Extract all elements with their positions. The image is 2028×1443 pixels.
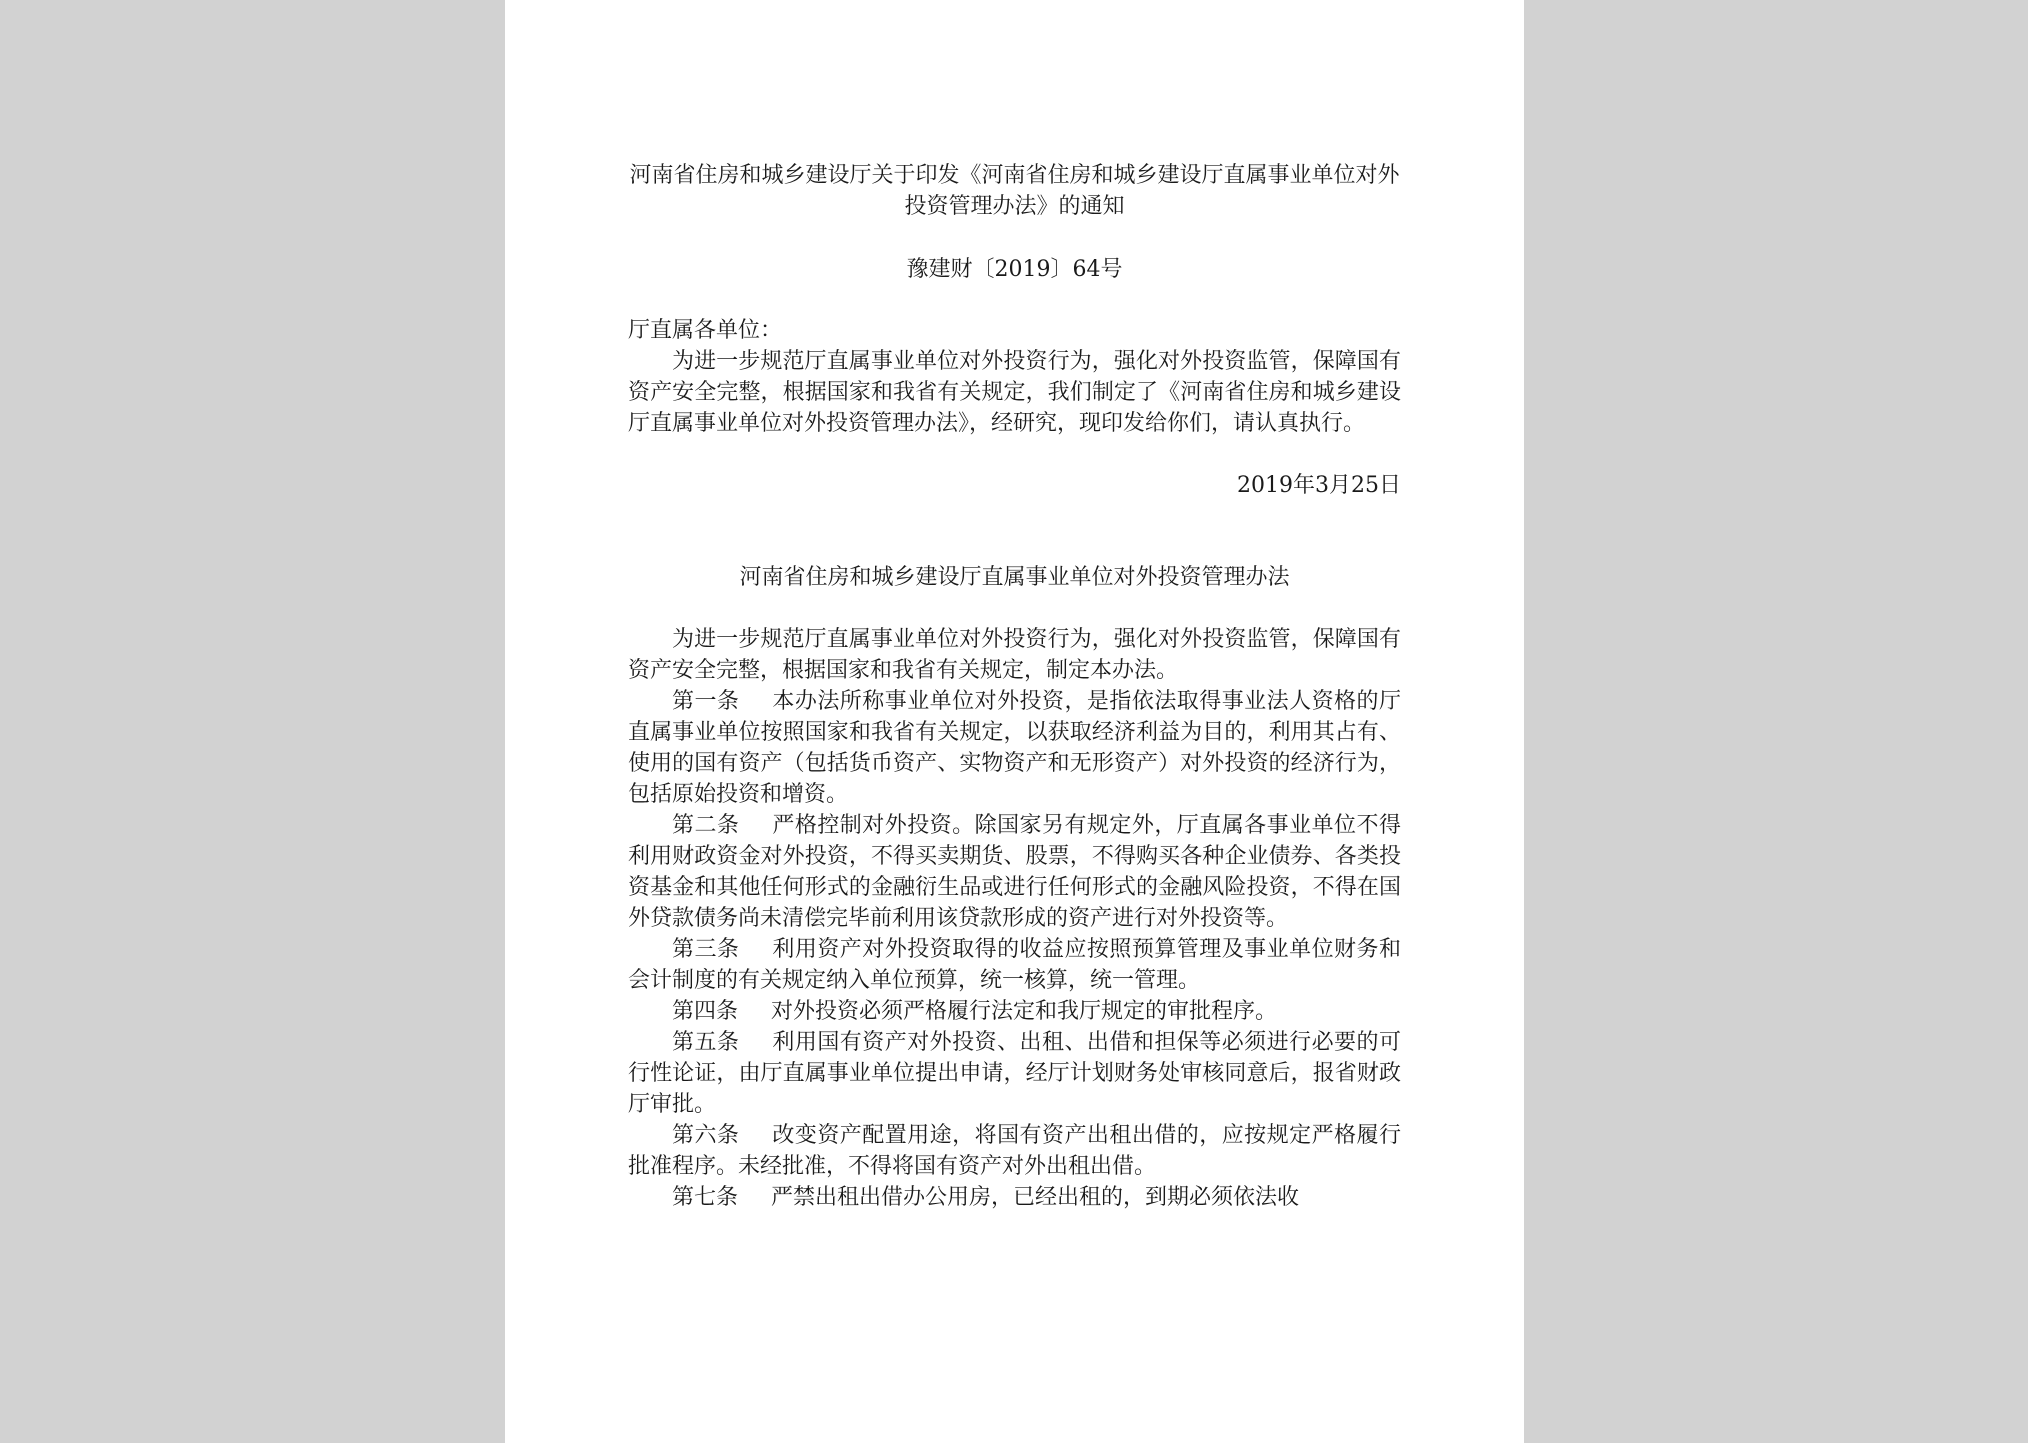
article-number: 第三条 [672,937,740,962]
article-text: 对外投资必须严格履行法定和我厅规定的审批程序。 [771,999,1278,1024]
notice-body: 为进一步规范厅直属事业单位对外投资行为，强化对外投资监管，保障国有资产安全完整，根据国家和我省有关规定，我们制定了《河南省住房和城乡建设厅直属事业单位对外投资管理办法》，经研究，现印发给你们，请认真执行。 [628,349,1401,436]
article-text: 严格控制对外投资。除国家另有规定外，厅直属各事业单位不得利用财政资金对外投资，不得买卖期货、股票，不得购买各种企业债券、各类投资基金和其他任何形式的金融衍生品或进行任何形式的金融风险投资，不得在国外贷款债务尚未清偿完毕前利用该贷款形成的资产进行对外投资等。 [628,813,1401,931]
article-number: 第五条 [672,1030,740,1055]
article-4 [628,996,1401,1027]
article-number: 第七条 [672,1185,739,1210]
article-2 [628,810,1401,934]
salutation: 厅直属各单位： [628,318,783,343]
article-7 [628,1182,1401,1213]
article-number: 第二条 [672,813,740,838]
issue-date: 2019年3月25日 [1237,473,1401,498]
article-number: 第六条 [672,1123,740,1148]
notice-title: 河南省住房和城乡建设厅关于印发《河南省住房和城乡建设厅直属事业单位对外投资管理办法》的通知 [629,163,1400,219]
article-text: 严禁出租出借办公用房，已经出租的，到期必须依法收 [771,1185,1300,1210]
article-3 [628,934,1401,996]
document-number: 豫建财〔2019〕64号 [906,257,1123,282]
document-content [628,160,1401,1213]
article-text: 本办法所称事业单位对外投资，是指依法取得事业法人资格的厅直属事业单位按照国家和我省有关规定，以获取经济利益为目的，利用其占有、使用的国有资产（包括货币资产、实物资产和无形资产）对外投资的经济行为，包括原始投资和增资。 [628,689,1401,807]
article-text: 利用国有资产对外投资、出租、出借和担保等必须进行必要的可行性论证，由厅直属事业单位提出申请，经厅计划财务处审核同意后，报省财政厅审批。 [628,1030,1401,1117]
article-number: 第一条 [672,689,740,714]
article-6 [628,1120,1401,1182]
article-5 [628,1027,1401,1120]
measures-preamble: 为进一步规范厅直属事业单位对外投资行为，强化对外投资监管，保障国有资产安全完整，根据国家和我省有关规定，制定本办法。 [628,627,1401,683]
article-text: 改变资产配置用途，将国有资产出租出借的，应按规定严格履行批准程序。未经批准，不得将国有资产对外出租出借。 [628,1123,1401,1179]
article-1 [628,686,1401,810]
article-number: 第四条 [672,999,739,1024]
measures-title: 河南省住房和城乡建设厅直属事业单位对外投资管理办法 [739,565,1290,590]
document-page [505,0,1524,1443]
article-text: 利用资产对外投资取得的收益应按照预算管理及事业单位财务和会计制度的有关规定纳入单位预算，统一核算，统一管理。 [628,937,1401,993]
